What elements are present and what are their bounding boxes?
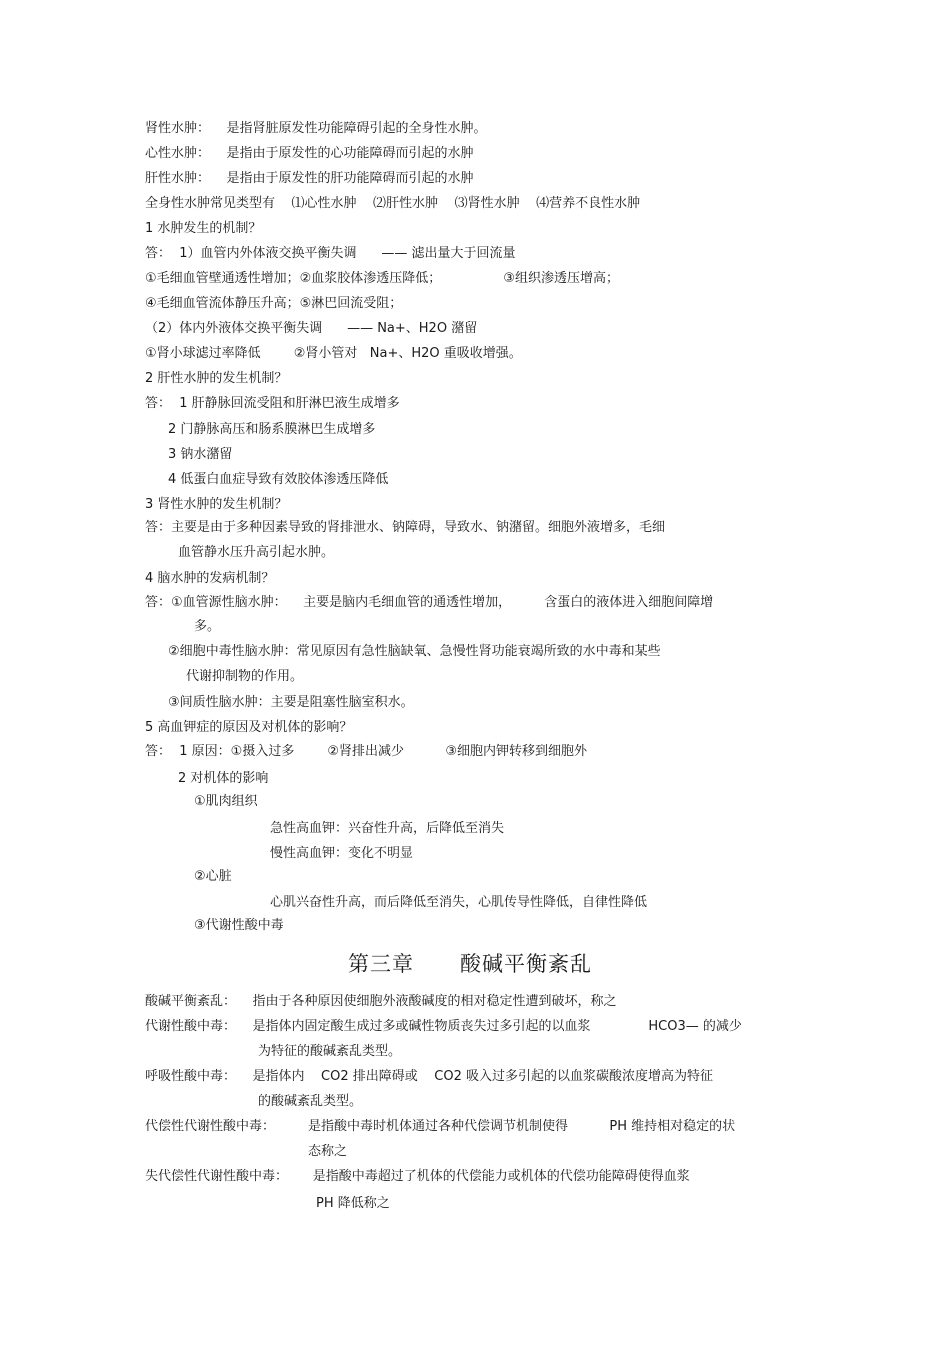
answer-4-line-3: ②细胞中毒性脑水肿：常见原因有急性脑缺氧、急慢性肾功能衰竭所致的水中毒和某些 <box>168 644 661 659</box>
definition-compensated-acidosis-2: 态称之 <box>308 1144 348 1159</box>
answer-5-line-8: ③代谢性酸中毒 <box>194 918 284 933</box>
edema-types-line: 全身性水肿常见类型有 ⑴心性水肿 ⑵肝性水肿 ⑶肾性水肿 ⑷营养不良性水肿 <box>145 196 641 211</box>
answer-2-line-3: 3 钠水潴留 <box>168 447 233 462</box>
definition-hepatic-edema: 肝性水肿： 是指由于原发性的肝功能障碍而引起的水肿 <box>145 171 474 186</box>
definition-compensated-acidosis-1: 代偿性代谢性酸中毒： 是指酸中毒时机体通过各种代偿调节机制使得 PH 维持相对稳定的状 <box>145 1119 736 1134</box>
answer-2-line-4: 4 低蛋白血症导致有效胶体渗透压降低 <box>168 472 389 487</box>
answer-5-line-2: 2 对机体的影响 <box>178 771 269 786</box>
definition-cardiac-edema: 心性水肿： 是指由于原发性的心功能障碍而引起的水肿 <box>145 146 474 161</box>
chapter-title: 第三章 酸碱平衡紊乱 <box>348 952 593 976</box>
answer-1-line-1: 答： 1）血管内外体液交换平衡失调 —— 滤出量大于回流量 <box>145 246 516 261</box>
definition-respiratory-acidosis-2: 的酸碱紊乱类型。 <box>258 1094 363 1109</box>
question-2-heading: 2 肝性水肿的发生机制？ <box>145 371 288 386</box>
definition-renal-edema: 肾性水肿： 是指肾脏原发性功能障碍引起的全身性水肿。 <box>145 121 487 136</box>
answer-1-line-2: ①毛细血管壁通透性增加；②血浆胶体渗透压降低； ③组织渗透压增高； <box>145 271 619 286</box>
answer-5-line-3: ①肌肉组织 <box>194 794 258 809</box>
answer-3-line-1: 答：主要是由于多种因素导致的肾排泄水、钠障碍，导致水、钠潴留。细胞外液增多，毛细 <box>145 520 666 535</box>
question-3-heading: 3 肾性水肿的发生机制？ <box>145 497 288 512</box>
answer-5-line-5: 慢性高血钾：变化不明显 <box>270 846 414 861</box>
answer-5-line-4: 急性高血钾：兴奋性升高，后降低至消失 <box>270 821 505 836</box>
definition-decompensated-acidosis-1: 失代偿性代谢性酸中毒： 是指酸中毒超过了机体的代偿能力或机体的代偿功能障碍使得血浆 <box>145 1169 690 1184</box>
question-5-heading: 5 高血钾症的原因及对机体的影响？ <box>145 720 353 735</box>
answer-4-line-4: 代谢抑制物的作用。 <box>186 669 304 684</box>
answer-3-line-2: 血管静水压升高引起水肿。 <box>178 545 335 560</box>
definition-metabolic-acidosis-1: 代谢性酸中毒： 是指体内固定酸生成过多或碱性物质丧失过多引起的以血浆 HCO3— 的减少 <box>145 1019 742 1034</box>
answer-4-line-1: 答：①血管源性脑水肿： 主要是脑内毛细血管的通透性增加， 含蛋白的液体进入细胞间障增 <box>145 595 714 610</box>
definition-metabolic-acidosis-2: 为特征的酸碱紊乱类型。 <box>258 1044 402 1059</box>
answer-4-line-5: ③间质性脑水肿：主要是阻塞性脑室积水。 <box>168 695 414 710</box>
answer-1-line-3: ④毛细血管流体静压升高；⑤淋巴回流受阻； <box>145 296 403 311</box>
question-4-heading: 4 脑水肿的发病机制？ <box>145 571 275 586</box>
answer-5-line-1: 答： 1 原因：①摄入过多 ②肾排出减少 ③细胞内钾转移到细胞外 <box>145 744 588 759</box>
answer-4-line-2: 多。 <box>194 619 221 634</box>
answer-2-line-1: 答： 1 肝静脉回流受阻和肝淋巴液生成增多 <box>145 396 400 411</box>
answer-1-line-5: ①肾小球滤过率降低 ②肾小管对 Na+、H2O 重吸收增强。 <box>145 346 522 361</box>
answer-5-line-7: 心肌兴奋性升高，而后降低至消失，心肌传导性降低，自律性降低 <box>270 895 648 910</box>
definition-acid-base-disorder: 酸碱平衡紊乱： 指由于各种原因使细胞外液酸碱度的相对稳定性遭到破坏，称之 <box>145 994 617 1009</box>
answer-2-line-2: 2 门静脉高压和肠系膜淋巴生成增多 <box>168 422 376 437</box>
answer-1-line-4: （2）体内外液体交换平衡失调 —— Na+、H2O 潴留 <box>145 321 478 336</box>
definition-respiratory-acidosis-1: 呼吸性酸中毒： 是指体内 CO2 排出障碍或 CO2 吸入过多引起的以血浆碳酸浓度增高为特征 <box>145 1069 714 1084</box>
definition-decompensated-acidosis-2: PH 降低称之 <box>316 1196 390 1211</box>
question-1-heading: 1 水肿发生的机制？ <box>145 221 262 236</box>
answer-5-line-6: ②心脏 <box>194 869 232 884</box>
